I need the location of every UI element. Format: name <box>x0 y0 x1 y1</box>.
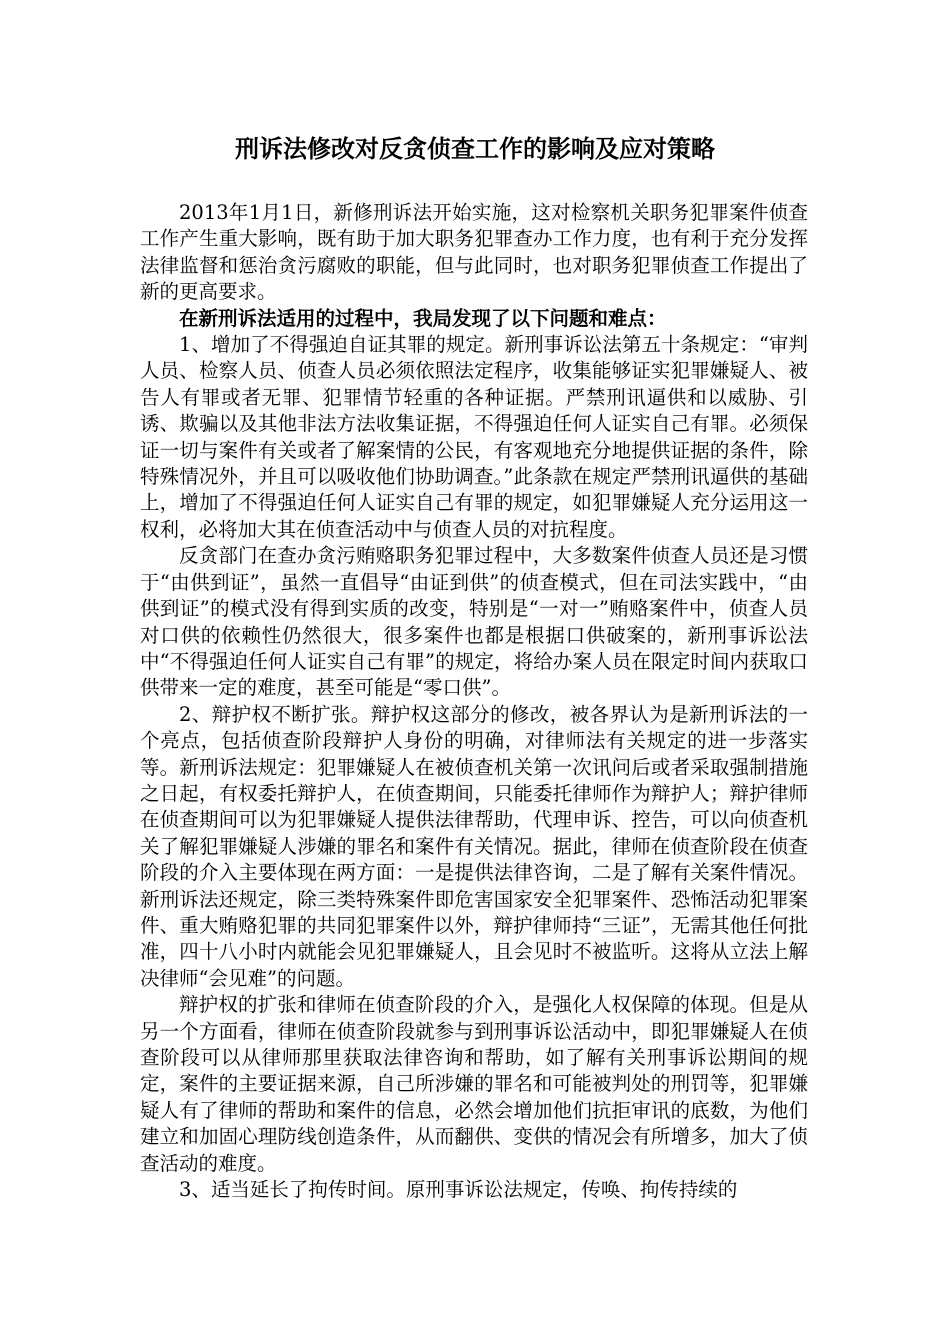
document-body <box>140 200 808 1203</box>
paragraph-point-2-analysis: 辩护权的扩张和律师在侦查阶段的介入，是强化人权保障的体现。但是从另一个方面看，律师在侦查阶段就参与到刑事诉讼活动中，即犯罪嫌疑人在侦查阶段可以从律师那里获取法律咨询和帮助，如了解有关刑事诉讼期间的规定，案件的主要证据来源，自己所涉嫌的罪名和可能被判处的刑罚等，犯罪嫌疑人有了律师的帮助和案件的信息，必然会增加他们抗拒审讯的底数，为他们建立和加固心理防线创造条件，从而翻供、变供的情况会有所增多，加大了侦查活动的难度。 <box>140 993 808 1175</box>
paragraph-intro: 2013年1月1日，新修刑诉法开始实施，这对检察机关职务犯罪案件侦查工作产生重大影响，既有助于加大职务犯罪查办工作力度，也有利于充分发挥法律监督和惩治贪污腐败的职能，但与此同时，也对职务犯罪侦查工作提出了新的更高要求。 <box>140 201 808 304</box>
paragraph-problems-heading: 在新刑诉法适用的过程中，我局发现了以下问题和难点： <box>179 306 667 330</box>
paragraph-point-1: 1、增加了不得强迫自证其罪的规定。新刑事诉讼法第五十条规定：“审判人员、检察人员、侦查人员必须依照法定程序，收集能够证实犯罪嫌疑人、被告人有罪或者无罪、犯罪情节轻重的各种证据。严禁刑讯逼供和以威胁、引诱、欺骗以及其他非法方法收集证据，不得强迫任何人证实自己有罪。必须保证一切与案件有关或者了解案情的公民，有客观地充分地提供证据的条件，除特殊情况外，并且可以吸收他们协助调查。”此条款在规定严禁刑讯逼供的基础上，增加了不得强迫任何人证实自己有罪的规定，如犯罪嫌疑人充分运用这一权利，必将加大其在侦查活动中与侦查人员的对抗程度。 <box>140 333 808 541</box>
paragraph-point-1-analysis: 反贪部门在查办贪污贿赂职务犯罪过程中，大多数案件侦查人员还是习惯于“由供到证”，虽然一直倡导“由证到供”的侦查模式，但在司法实践中，“由供到证”的模式没有得到实质的改变，特别是“一对一”贿赂案件中，侦查人员对口供的依赖性仍然很大，很多案件也都是根据口供破案的，新刑事诉讼法中“不得强迫任何人证实自己有罪”的规定，将给办案人员在限定时间内获取口供带来一定的难度，甚至可能是“零口供”。 <box>140 544 808 700</box>
paragraph-point-2: 2、辩护权不断扩张。辩护权这部分的修改，被各界认为是新刑诉法的一个亮点，包括侦查阶段辩护人身份的明确，对律师法有关规定的进一步落实等。新刑诉法规定：犯罪嫌疑人在被侦查机关第一次讯问后或者采取强制措施之日起，有权委托辩护人，在侦查期间，只能委托律师作为辩护人；辩护律师在侦查期间可以为犯罪嫌疑人提供法律帮助，代理申诉、控告，可以向侦查机关了解犯罪嫌疑人涉嫌的罪名和案件有关情况。据此，律师在侦查阶段在侦查阶段的介入主要体现在两方面：一是提供法律咨询，二是了解有关案件情况。新刑诉法还规定，除三类特殊案件即危害国家安全犯罪案件、恐怖活动犯罪案件、重大贿赂犯罪的共同犯罪案件以外，辩护律师持“三证”，无需其他任何批准，四十八小时内就能会见犯罪嫌疑人，且会见时不被监听。这将从立法上解决律师“会见难”的问题。 <box>140 702 808 990</box>
document-title: 刑诉法修改对反贪侦查工作的影响及应对策略 <box>235 134 715 163</box>
paragraph-point-3: 3、适当延长了拘传时间。原刑事诉讼法规定，传唤、拘传持续的 <box>179 1178 738 1202</box>
